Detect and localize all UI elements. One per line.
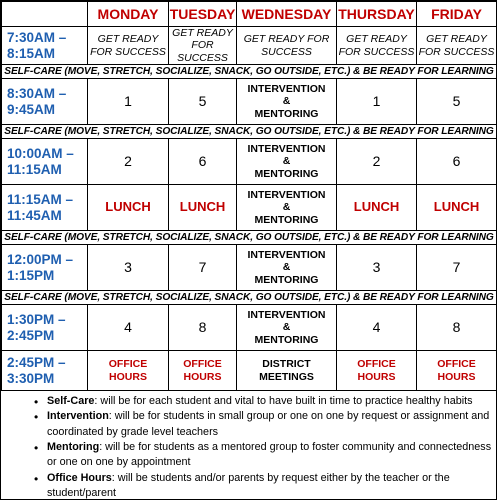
intervention-mentoring-cell: INTERVENTION & MENTORING: [237, 185, 337, 231]
district-meetings-cell: DISTRICT MEETINGS: [237, 351, 337, 391]
intervention-mentoring-cell: INTERVENTION & MENTORING: [237, 305, 337, 351]
period-number: 6: [169, 139, 237, 185]
schedule-row: [2, 245, 497, 291]
day-header-thursday: THURSDAY: [337, 2, 417, 27]
period-number: 3: [337, 245, 417, 291]
self-care-banner: SELF-CARE (MOVE, STRETCH, SOCIALIZE, SNACK, GO OUTSIDE, ETC.) & BE READY FOR LEARNING: [2, 291, 497, 305]
time-slot: 7:30AM – 8:15AM: [2, 27, 88, 65]
definition-term: Self-Care: [47, 395, 95, 407]
definitions-notes: [1, 391, 496, 501]
self-care-banner: SELF-CARE (MOVE, STRETCH, SOCIALIZE, SNACK, GO OUTSIDE, ETC.) & BE READY FOR LEARNING: [2, 231, 497, 245]
period-number: 7: [417, 245, 497, 291]
time-slot: 2:45PM – 3:30PM: [2, 351, 88, 391]
office-hours-cell: OFFICE HOURS: [417, 351, 497, 391]
lunch-cell: LUNCH: [169, 185, 237, 231]
schedule-row: [2, 305, 497, 351]
weekly-schedule-table: [1, 1, 497, 391]
definition-item: [34, 394, 492, 409]
self-care-row: [2, 231, 497, 245]
schedule-cell: GET READY FOR SUCCESS: [237, 27, 337, 65]
bullet-icon: •: [34, 395, 39, 409]
definition-item: [34, 440, 492, 471]
self-care-row: [2, 125, 497, 139]
time-slot: 11:15AM – 11:45AM: [2, 185, 88, 231]
schedule-cell: GET READY FOR SUCCESS: [417, 27, 497, 65]
corner-cell: [2, 2, 88, 27]
definition-text: : will be for students in small group or one on one by request or assignment and coordinated by grade level teachers: [47, 410, 490, 438]
period-number: 2: [337, 139, 417, 185]
day-header-tuesday: TUESDAY: [169, 2, 237, 27]
definition-term: Office Hours: [47, 471, 112, 484]
schedule-cell: GET READY FOR SUCCESS: [169, 27, 237, 65]
lunch-cell: LUNCH: [88, 185, 169, 231]
period-number: 6: [417, 139, 497, 185]
period-number: 8: [417, 305, 497, 351]
period-number: 1: [88, 79, 169, 125]
time-slot: 12:00PM – 1:15PM: [2, 245, 88, 291]
day-header-monday: MONDAY: [88, 2, 169, 27]
bullet-icon: •: [34, 471, 39, 486]
period-number: 7: [169, 245, 237, 291]
lunch-cell: LUNCH: [337, 185, 417, 231]
lunch-cell: LUNCH: [417, 185, 497, 231]
period-number: 5: [417, 79, 497, 125]
bullet-icon: •: [34, 440, 39, 455]
schedule-cell: GET READY FOR SUCCESS: [88, 27, 169, 65]
definition-text: : will be for each student and vital to have built in time to practice healthy habits: [94, 395, 473, 407]
period-number: 2: [88, 139, 169, 185]
self-care-row: [2, 291, 497, 305]
definition-term: Intervention: [47, 410, 109, 423]
office-hours-row: [2, 351, 497, 391]
day-header-wednesday: WEDNESDAY: [237, 2, 337, 27]
office-hours-cell: OFFICE HOURS: [88, 351, 169, 391]
definition-text: : will be students and/or parents by request either by the teacher or the student/parent: [47, 471, 450, 499]
schedule-row: [2, 27, 497, 65]
definition-term: Mentoring: [47, 440, 100, 453]
time-slot: 10:00AM – 11:15AM: [2, 139, 88, 185]
time-slot: 1:30PM – 2:45PM: [2, 305, 88, 351]
period-number: 1: [337, 79, 417, 125]
intervention-mentoring-cell: INTERVENTION & MENTORING: [237, 139, 337, 185]
period-number: 4: [88, 305, 169, 351]
day-header-friday: FRIDAY: [417, 2, 497, 27]
office-hours-cell: OFFICE HOURS: [169, 351, 237, 391]
intervention-mentoring-cell: INTERVENTION & MENTORING: [237, 245, 337, 291]
lunch-row: [2, 185, 497, 231]
bullet-icon: •: [34, 410, 39, 425]
schedule-row: [2, 139, 497, 185]
schedule-cell: GET READY FOR SUCCESS: [337, 27, 417, 65]
self-care-row: [2, 65, 497, 79]
definition-text: : will be for students as a mentored group to foster community and connectedness or one on one by appointment: [47, 440, 492, 469]
period-number: 8: [169, 305, 237, 351]
period-number: 5: [169, 79, 237, 125]
self-care-banner: SELF-CARE (MOVE, STRETCH, SOCIALIZE, SNACK, GO OUTSIDE, ETC.) & BE READY FOR LEARNING: [2, 125, 497, 139]
definition-item: [34, 471, 492, 501]
period-number: 3: [88, 245, 169, 291]
office-hours-cell: OFFICE HOURS: [337, 351, 417, 391]
definitions-list: [1, 394, 492, 501]
intervention-mentoring-cell: INTERVENTION & MENTORING: [237, 79, 337, 125]
schedule-row: [2, 79, 497, 125]
definition-item: [34, 409, 492, 440]
time-slot: 8:30AM – 9:45AM: [2, 79, 88, 125]
header-row: [2, 2, 497, 27]
period-number: 4: [337, 305, 417, 351]
self-care-banner: SELF-CARE (MOVE, STRETCH, SOCIALIZE, SNACK, GO OUTSIDE, ETC.) & BE READY FOR LEARNING: [2, 65, 497, 79]
